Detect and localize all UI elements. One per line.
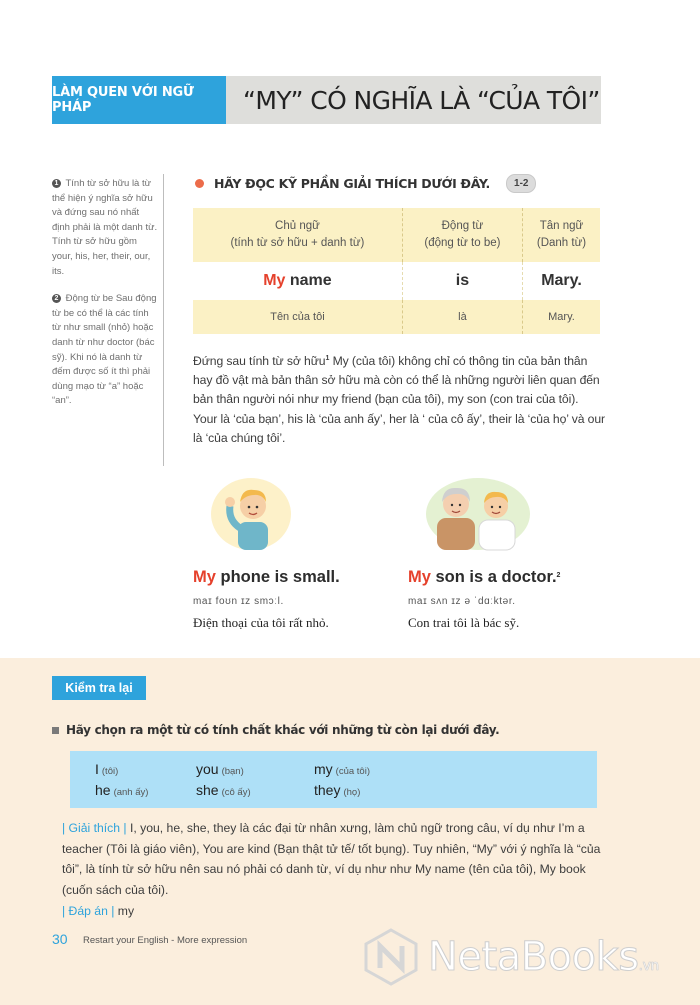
bullet-dot-icon xyxy=(195,179,204,188)
watermark xyxy=(362,928,659,986)
audio-track-badge[interactable]: 1-2 xyxy=(506,174,536,193)
answer-label: | Đáp án | xyxy=(62,904,115,918)
netabooks-logo-icon xyxy=(362,928,420,986)
page-number: 30 xyxy=(52,931,68,947)
example-verb: is xyxy=(402,262,522,300)
note-text: Động từ be Sau động từ be có thể là các tính từ như small (nhỏ) hoặc danh từ như doctor (bác sỹ). Khi nó là danh từ đếm được số ít thì phải dùng mạo từ “a” hoặc “an”. xyxy=(52,293,157,407)
watermark-text: NetaBooks.vn xyxy=(428,934,659,980)
book-title: Restart your English - More expression xyxy=(83,935,248,946)
table-example-row xyxy=(193,262,600,300)
instruction-text: HÃY ĐỌC KỸ PHẦN GIẢI THÍCH DƯỚI ĐÂY. xyxy=(214,176,491,191)
choice-my[interactable]: my (của tôi) xyxy=(314,761,370,777)
lesson-header xyxy=(52,76,601,124)
example-object: Mary. xyxy=(522,262,600,300)
answer-value: my xyxy=(114,904,135,918)
example-ipa: maɪ foʊn ɪz smɔːl. xyxy=(193,596,284,607)
example-sentence-1 xyxy=(193,568,340,631)
note-number: 1 xyxy=(52,179,61,188)
choice-you[interactable]: you (bạn) xyxy=(196,761,244,777)
note-2 xyxy=(52,292,158,409)
example-sentence-2 xyxy=(408,568,560,631)
review-instruction-text: Hãy chọn ra một từ có tính chất khác với những từ còn lại dưới đây. xyxy=(66,723,500,737)
table-header-row xyxy=(193,208,600,262)
note-1 xyxy=(52,177,158,279)
sidebar-notes xyxy=(52,177,158,422)
choice-they[interactable]: they (họ) xyxy=(314,782,361,798)
choice-i[interactable]: I (tôi) xyxy=(95,761,119,777)
lesson-title: “MY” CÓ NGHĨA LÀ “CỦA TÔI” xyxy=(226,76,601,124)
example-ipa: maɪ sʌn ɪz ə ˈdɑːktər. xyxy=(408,596,516,607)
example-english: My phone is small. xyxy=(193,568,340,586)
note-text: Tính từ sở hữu là từ thể hiện ý nghĩa sở hữu và đứng sau nó nhất định phải là một danh từ. Tính từ sở hữu gồm your, his, her, their, our, its. xyxy=(52,178,158,277)
grandma-and-doctor-illustration xyxy=(423,470,533,552)
solution-paragraph: | Giải thích | I, you, he, she, they là các đại từ nhân xưng, làm chủ ngữ trong câu, ví dụ như I’m a teacher (Tôi là giáo viên), You are kind (Bạn thật tử tế/ tốt bụng). Tuy nhiên, “My” với ý nghĩa là “của tôi”, là tính từ sở hữu nên sau nó phải có danh từ, ví dụ như như My name (tên của tôi), My book (cuốn sách của tôi). xyxy=(62,821,601,897)
example-translation: Con trai tôi là bác sỹ. xyxy=(408,615,520,630)
square-bullet-icon xyxy=(52,727,59,734)
solution-label: | Giải thích | xyxy=(62,821,127,835)
reading-instruction xyxy=(195,174,536,193)
translation-verb: là xyxy=(402,300,522,334)
choices-box xyxy=(70,751,597,808)
translation-object: Mary. xyxy=(522,300,600,334)
example-translation: Điện thoại của tôi rất nhỏ. xyxy=(193,615,329,630)
header-cell-object: Tân ngữ (Danh từ) xyxy=(522,208,600,262)
table-translation-row xyxy=(193,300,600,334)
section-tag: LÀM QUEN VỚI NGỮ PHÁP xyxy=(52,76,226,124)
explanation-paragraph: Đứng sau tính từ sở hữu$^1$ My (của tôi) không chỉ có thông tin của bản thân hay đồ vật mà bản thân sở hữu mà còn có thể là những người liên quan đến bản thân người nói như my friend (bạn của tôi), my son (con trai của tôi). Your là ‘của bạn’, his là ‘của anh ấy’, her là ‘ của cô ấy’, their là ‘của họ’ và our là ‘của chúng tôi’. xyxy=(193,354,605,445)
answer-line xyxy=(62,904,134,918)
translation-subject: Tên của tôi xyxy=(193,300,402,334)
grammar-table xyxy=(193,208,600,334)
sidebar-divider xyxy=(163,174,164,466)
header-cell-verb: Động từ (động từ to be) xyxy=(402,208,522,262)
note-number: 2 xyxy=(52,294,61,303)
man-waving-illustration xyxy=(206,470,296,552)
review-tag: Kiểm tra lại xyxy=(52,676,146,700)
choice-she[interactable]: she (cô ấy) xyxy=(196,782,251,798)
review-instruction xyxy=(52,723,499,737)
example-english: My son is a doctor.$^2$ xyxy=(408,568,561,586)
example-subject: My name xyxy=(263,272,332,289)
header-cell-subject: Chủ ngữ (tính từ sở hữu + danh từ) xyxy=(193,208,402,262)
choice-he[interactable]: he (anh ấy) xyxy=(95,782,149,798)
